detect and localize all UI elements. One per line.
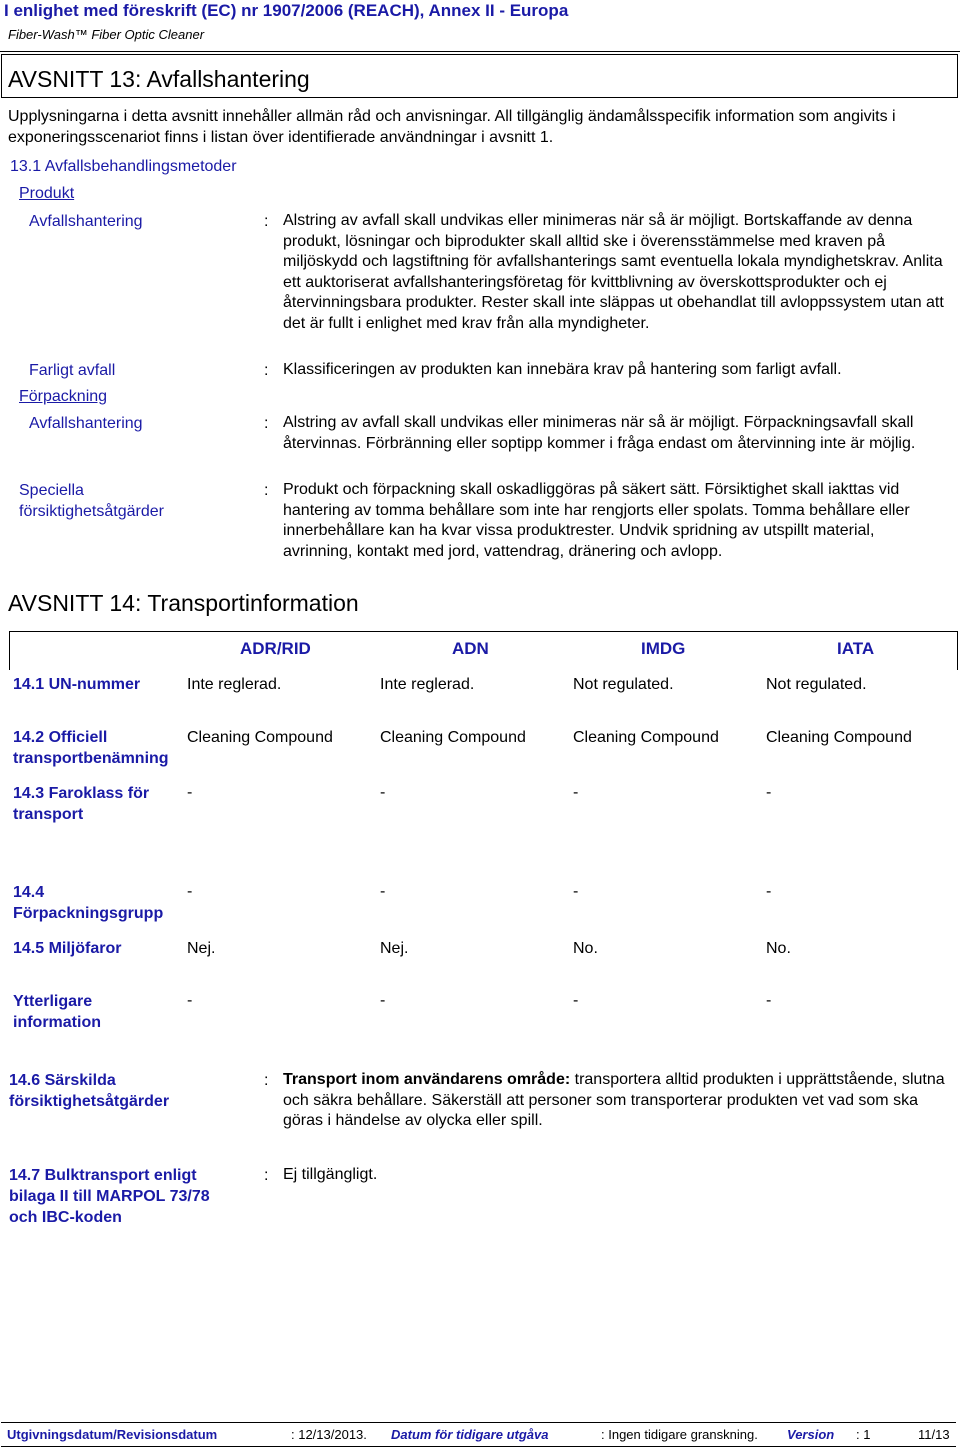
row-label-packing-group: 14.4 Förpackningsgrupp	[13, 884, 164, 922]
colon: :	[264, 1072, 269, 1089]
colon: :	[264, 415, 269, 432]
subsection-13-1-title: 13.1 Avfallsbehandlingsmetoder	[10, 158, 237, 175]
footer-version-value: : 1	[856, 1427, 871, 1442]
row-label-environmental-hazards: 14.5 Miljöfaror	[13, 940, 122, 957]
row-label-shipping-name: 14.2 Officiell transportbenämning	[13, 729, 169, 767]
row-label-un-number: 14.1 UN-nummer	[13, 676, 141, 693]
value-special-precautions: Produkt och förpackning skall oskadliggöras på säkert sätt. Försiktighet skall iakttas vid hantering av tomma behållare som inte har rengjorts eller spolats. Tomma behållare eller innerbehållare kan ha kvar vissa produktrester. Undvik spridning av utspillt material, avrinning, kontakt med jord, vattendrag, dränering och avlopp.	[283, 481, 910, 560]
table-cell: -	[187, 992, 193, 1009]
table-cell: Cleaning Compound	[573, 729, 719, 746]
table-cell: -	[573, 784, 579, 801]
label-waste-handling-packaging: Avfallshantering	[29, 415, 143, 432]
footer-prev-value: : Ingen tidigare granskning.	[601, 1427, 758, 1442]
transport-user-premises-text: transportera alltid produkten i upprättstående, slutna och säkra behållare. Säkerställ att personer som transporterar produkten vet vad som ska göras i händelse av olycka eller spill.	[283, 1071, 945, 1130]
table-cell: Nej.	[187, 940, 216, 957]
table-cell: Inte reglerad.	[380, 676, 475, 693]
section-14-title: AVSNITT 14: Transportinformation	[8, 590, 359, 616]
value-special-precautions-user	[283, 1070, 948, 1132]
label-special-precautions-user: 14.6 Särskilda försiktighetsåtgärder	[9, 1072, 170, 1110]
table-cell: -	[766, 784, 772, 801]
table-cell: Not regulated.	[766, 676, 867, 693]
table-cell: Cleaning Compound	[187, 729, 333, 746]
row-label-hazard-class: 14.3 Faroklass för transport	[13, 785, 150, 823]
table-cell: -	[766, 883, 772, 900]
colon: :	[264, 213, 269, 230]
table-cell: Nej.	[380, 940, 409, 957]
table-cell: -	[187, 784, 193, 801]
colon: :	[264, 362, 269, 379]
table-cell: -	[766, 992, 772, 1009]
table-cell: Cleaning Compound	[380, 729, 526, 746]
table-cell: Inte reglerad.	[187, 676, 282, 693]
colon: :	[264, 482, 269, 499]
column-adr-rid: ADR/RID	[240, 639, 311, 658]
table-cell: -	[573, 883, 579, 900]
document-title: I enlighet med föreskrift (EC) nr 1907/2006 (REACH), Annex II - Europa	[4, 1, 569, 20]
header-divider	[0, 51, 960, 52]
row-label-additional-info: Ytterligare information	[13, 993, 101, 1031]
value-bulk-transport: Ej tillgängligt.	[283, 1166, 378, 1183]
label-bulk-transport: 14.7 Bulktransport enligt bilaga II till MARPOL 73/78 och IBC-koden	[9, 1167, 210, 1226]
column-iata: IATA	[837, 639, 875, 658]
table-cell: Not regulated.	[573, 676, 674, 693]
footer-page-number: 11/13	[918, 1427, 950, 1442]
table-cell: No.	[766, 940, 791, 957]
footer-issue-label: Utgivningsdatum/Revisionsdatum	[7, 1427, 218, 1442]
value-hazardous-waste: Klassificeringen av produkten kan innebära krav på hantering som farligt avfall.	[283, 361, 842, 378]
product-name: Fiber-Wash™ Fiber Optic Cleaner	[8, 27, 205, 42]
value-waste-handling-packaging: Alstring av avfall skall undvikas eller minimeras när så är möjligt. Förpackningsavfall skall återvinnas. Förbränning eller soptipp kommer i fråga endast om återvinning inte är möjlig.	[283, 414, 916, 452]
table-cell: -	[187, 883, 193, 900]
section-13-intro: Upplysningarna i detta avsnitt innehåller allmän råd och anvisningar. All tillgänglig ändamålsspecifik information som angivits i exponeringsscenariot finns i listan över identifierade användningar i avsnitt 1.	[8, 108, 896, 146]
label-hazardous-waste: Farligt avfall	[29, 362, 116, 379]
label-waste-handling-product: Avfallshantering	[29, 213, 143, 230]
column-imdg: IMDG	[641, 639, 686, 658]
packaging-heading: Förpackning	[19, 388, 108, 405]
table-cell: No.	[573, 940, 598, 957]
transport-user-premises-label: Transport inom användarens område:	[283, 1071, 571, 1088]
product-heading: Produkt	[19, 185, 75, 202]
table-cell: -	[380, 784, 386, 801]
footer	[1, 1422, 956, 1447]
footer-issue-value: : 12/13/2013.	[291, 1427, 367, 1442]
table-cell: -	[380, 883, 386, 900]
table-cell: -	[380, 992, 386, 1009]
footer-prev-label: Datum för tidigare utgåva	[391, 1427, 549, 1442]
column-adn: ADN	[452, 639, 489, 658]
value-waste-handling-product: Alstring av avfall skall undvikas eller minimeras när så är möjligt. Bortskaffande av denna produkt, lösningar och biprodukter skall alltid ske i överensstämmelse med kraven på miljöskydd och lagstiftning för avfallshanterings samt eventuella lokala myndighetskrav. Anlita ett auktoriserat avfallshanteringsföretag för kvittblivning av överskottsprodukter och ej återvinningsbara produkter. Rester skall inte släppas ut obehandlat till avloppssystem utan att det är fullt i enlighet med krav från alla myndigheter.	[283, 212, 944, 332]
footer-version-label: Version	[787, 1427, 835, 1442]
table-cell: -	[573, 992, 579, 1009]
section-13-title: AVSNITT 13: Avfallshantering	[8, 66, 310, 92]
colon: :	[264, 1167, 269, 1184]
table-cell: Cleaning Compound	[766, 729, 912, 746]
label-special-precautions: Speciella försiktighetsåtgärder	[19, 482, 164, 520]
